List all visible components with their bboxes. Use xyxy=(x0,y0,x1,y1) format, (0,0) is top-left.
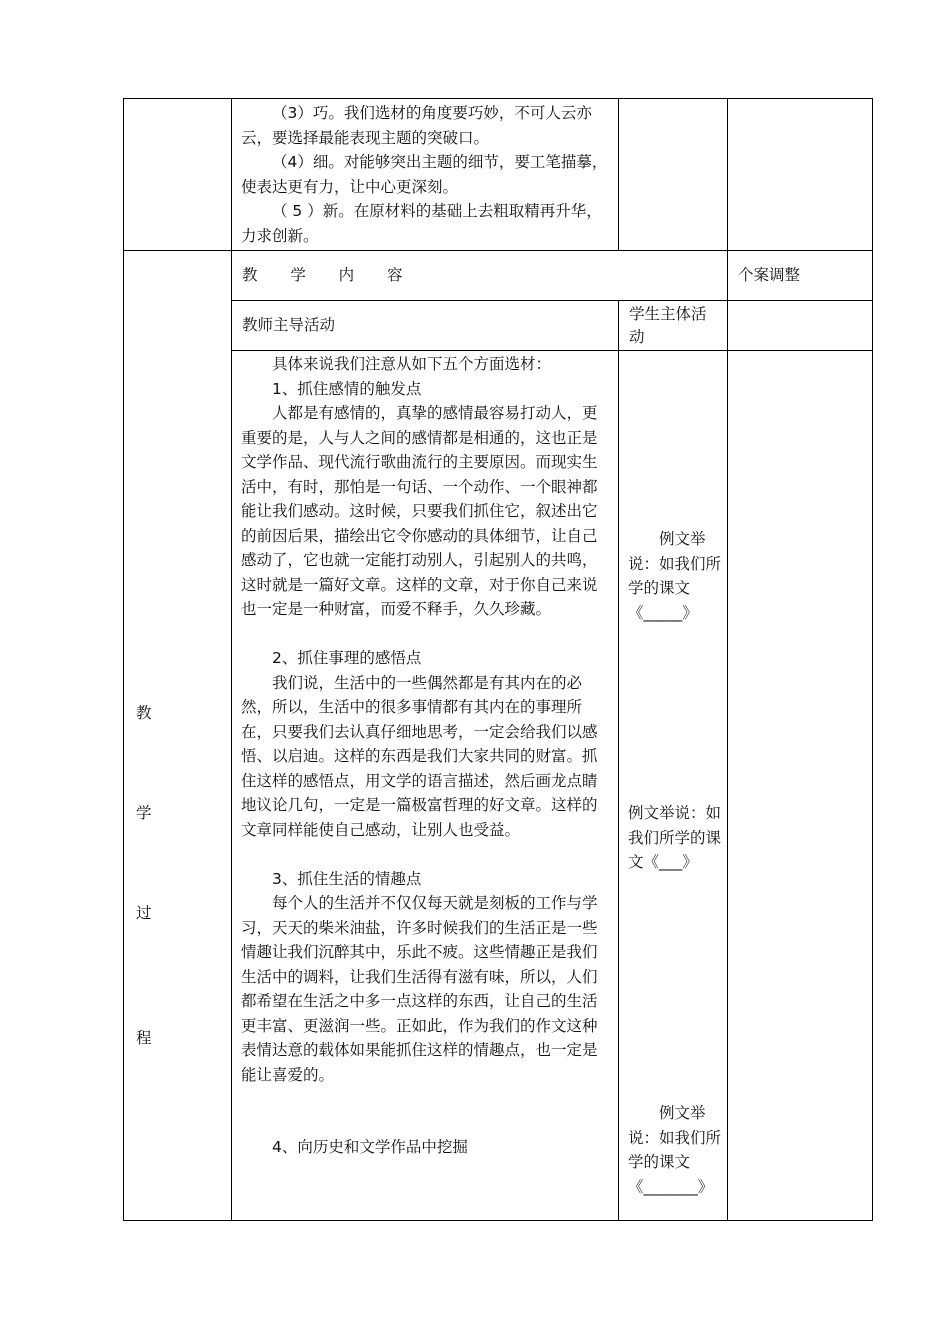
side-char-4: 程 xyxy=(136,1029,152,1047)
point-3: （3）巧。我们选材的角度要巧妙，不可人云亦云，要选择最能表现主题的突破口。 xyxy=(241,104,592,147)
side-char-1: 教 xyxy=(136,704,152,722)
student-note-1: 例文举说：如我们所学的课文《_____》 xyxy=(628,530,722,622)
student-activity-header: 学生主体活动 xyxy=(619,301,728,351)
process-side-cell xyxy=(124,251,232,1221)
section-2-text: 我们说，生活中的一些偶然都是有其内在的必然，所以，生活中的很多事情都有其内在的事理所在，只要我们去认真仔细地思考，一定会给我们以感悟、以启迪。这样的东西是我们大家共同的财富。抓住这样的感悟点，用文学的语言描述，然后画龙点睛地议论几句，一定是一篇极富哲理的好文章。这样的文章同样能使自己感动，让别人也受益。 xyxy=(241,673,598,839)
case-adjust-header: 个案调整 xyxy=(728,251,873,301)
teacher-activity-header: 教师主导活动 xyxy=(232,301,619,351)
continuation-row xyxy=(124,99,873,251)
point-4: （4）细。对能够突出主题的细节，要工笔描摹，使表达更有力，让中心更深刻。 xyxy=(241,153,608,196)
student-note-2: 例文举说：如我们所学的课文《___》 xyxy=(628,804,722,871)
empty-adjust-cell xyxy=(728,99,873,251)
intro-text: 具体来说我们注意从如下五个方面选材： xyxy=(272,355,552,373)
section-1-title: 1、抓住感情的触发点 xyxy=(272,379,422,398)
header-row-1 xyxy=(124,251,873,301)
side-char-2: 学 xyxy=(136,804,152,822)
point-5: （ 5 ）新。在原材料的基础上去粗取精再升华，力求创新。 xyxy=(241,202,602,245)
teacher-content-cell xyxy=(232,351,619,1221)
empty-student-cell xyxy=(619,99,728,251)
side-char-3: 过 xyxy=(136,904,152,922)
section-2-title: 2、抓住事理的感悟点 xyxy=(272,649,422,667)
lesson-plan-table xyxy=(123,98,873,1221)
section-1-text: 人都是有感情的，真挚的感情最容易打动人，更重要的是，人与人之间的感情都是相通的，这也正是文学作品、现代流行歌曲流行的主要原因。而现实生活中，有时，那怕是一句话、一个动作、一个眼神都能让我们感动。这时候，只要我们抓住它，叙述出它的前因后果，描绘出它令你感动的具体细节，让自己感动了，它也就一定能打动别人，引起别人的共鸣，这时就是一篇好文章。这样的文章，对于你自己来说也一定是一种财富，而爱不释手，久久珍藏。 xyxy=(241,404,598,618)
empty-adjust-header-cell xyxy=(728,301,873,351)
empty-adjust-content-cell xyxy=(728,351,873,1221)
empty-side-cell xyxy=(124,99,232,251)
student-note-3: 例文举说：如我们所学的课文《_______》 xyxy=(628,1104,722,1196)
teaching-content-header: 教 学 内 容 xyxy=(232,251,728,301)
section-3-title: 3、抓住生活的情趣点 xyxy=(272,869,422,888)
section-4-title: 4、向历史和文学作品中挖掘 xyxy=(272,1138,468,1156)
main-content-row xyxy=(124,351,873,1221)
continuation-content-cell xyxy=(232,99,619,251)
header-row-2 xyxy=(124,301,873,351)
student-notes-cell xyxy=(619,351,728,1221)
section-3-text: 每个人的生活并不仅仅每天就是刻板的工作与学习，天天的柴米油盐，许多时候我们的生活正是一些情趣让我们沉醉其中，乐此不疲。这些情趣正是我们生活中的调料，让我们生活得有滋有味，所以，人们都希望在生活之中多一点这样的东西，让自己的生活更丰富、更滋润一些。正如此，作为我们的作文这种表情达意的载体如果能抓住这样的情趣点，也一定是能让喜爱的。 xyxy=(241,894,598,1084)
